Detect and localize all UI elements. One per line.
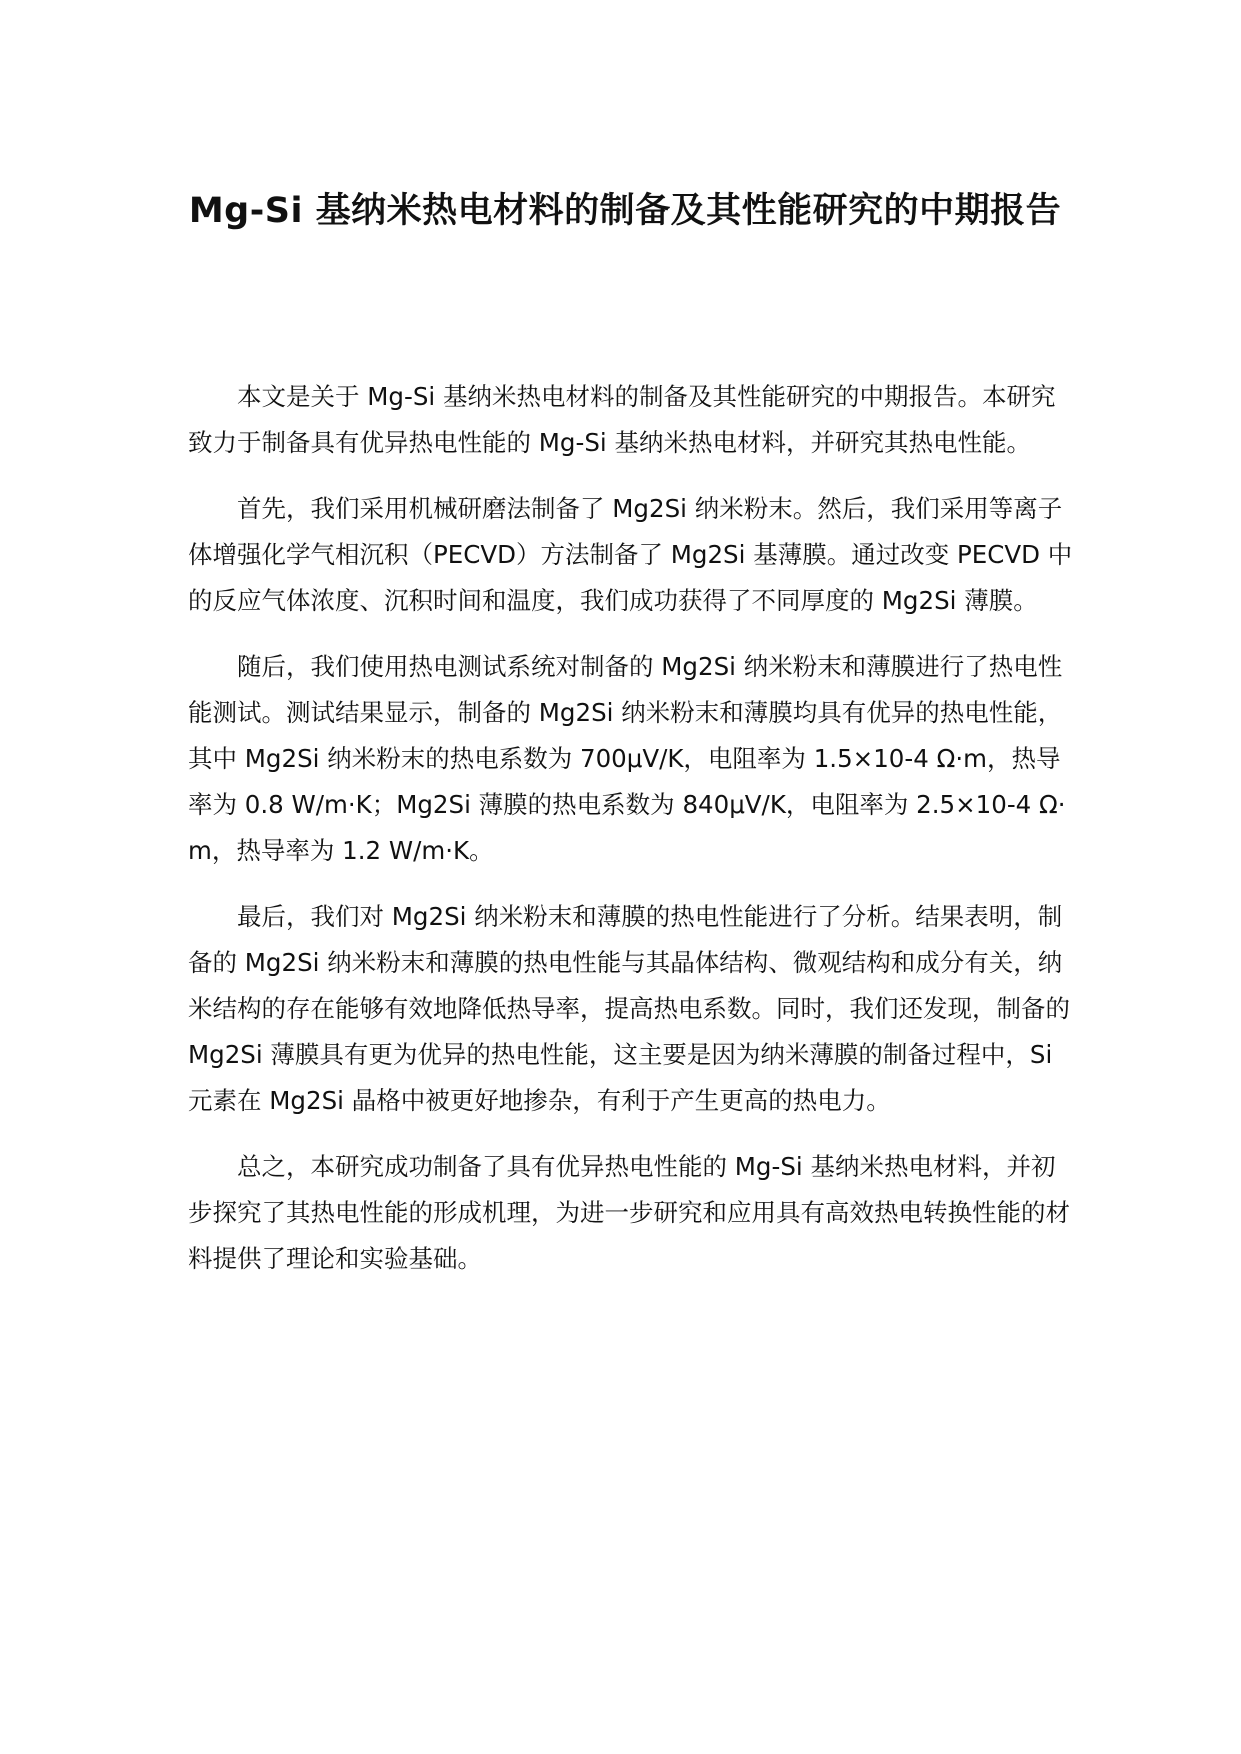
paragraph-testing: 随后，我们使用热电测试系统对制备的 Mg2Si 纳米粉末和薄膜进行了热电性能测试。测试结果显示，制备的 Mg2Si 纳米粉末和薄膜均具有优异的热电性能，其中 Mg2Si 纳米粉末的热电系数为 700μV/K，电阻率为 1.5×10-4 Ω·m，热导率为 0.8 W/m·K；Mg2Si 薄膜的热电系数为 840μV/K，电阻率为 2.5×10-4 Ω·m，热导率为 1.2 W/m·K。 [188,652,1066,865]
document-title: Mg-Si 基纳米热电材料的制备及其性能研究的中期报告 [188,191,1062,231]
paragraph-analysis: 最后，我们对 Mg2Si 纳米粉末和薄膜的热电性能进行了分析。结果表明，制备的 Mg2Si 纳米粉末和薄膜的热电性能与其晶体结构、微观结构和成分有关，纳米结构的存在能够有效地降低热导率，提高热电系数。同时，我们还发现，制备的 Mg2Si 薄膜具有更为优异的热电性能，这主要是因为纳米薄膜的制备过程中，Si 元素在 Mg2Si 晶格中被更好地掺杂，有利于产生更高的热电力。 [188,902,1070,1115]
paragraph-conclusion: 总之，本研究成功制备了具有优异热电性能的 Mg-Si 基纳米热电材料，并初步探究了其热电性能的形成机理，为进一步研究和应用具有高效热电转换性能的材料提供了理论和实验基础。 [188,1152,1070,1273]
paragraph-intro: 本文是关于 Mg-Si 基纳米热电材料的制备及其性能研究的中期报告。本研究致力于制备具有优异热电性能的 Mg-Si 基纳米热电材料，并研究其热电性能。 [188,382,1056,457]
document-body [188,374,1073,1302]
paragraph-preparation: 首先，我们采用机械研磨法制备了 Mg2Si 纳米粉末。然后，我们采用等离子体增强化学气相沉积（PECVD）方法制备了 Mg2Si 基薄膜。通过改变 PECVD 中的反应气体浓度、沉积时间和温度，我们成功获得了不同厚度的 Mg2Si 薄膜。 [188,494,1073,615]
